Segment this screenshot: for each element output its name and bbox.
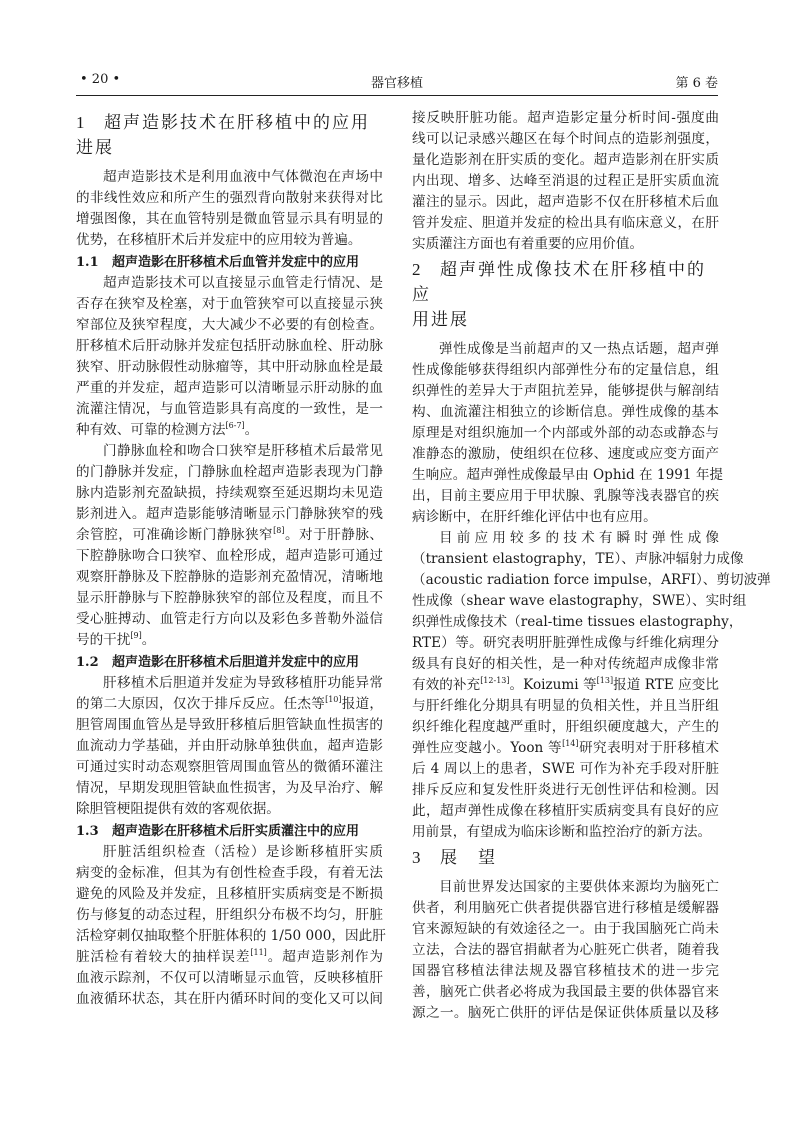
text-line bbox=[76, 947, 383, 968]
text-line bbox=[76, 504, 383, 525]
text-run: 下腔静脉吻合口狭窄、血栓形成，超声造影可通过 bbox=[76, 548, 383, 564]
text-run: 目前应用较多的技术有瞬时弹性成像 bbox=[439, 530, 719, 546]
text-run: 性成像（shear wave elastography，SWE）、实时组 bbox=[412, 593, 747, 609]
text-run: （acoustic radiation force impulse，ARFI）、剪切波弹 bbox=[412, 572, 771, 588]
text-run: 避免的风险及并发症，且移植肝实质病变是不断损 bbox=[76, 886, 383, 902]
text-run: 。 bbox=[141, 632, 156, 648]
text-line bbox=[412, 940, 719, 961]
text-run: 活检穿刺仅抽取整个肝脏体积的 1/50 000，因此肝 bbox=[76, 928, 386, 944]
citation-ref: [11] bbox=[250, 948, 267, 957]
text-run: 。Koizumi 等 bbox=[509, 677, 597, 693]
text-line bbox=[412, 192, 719, 213]
text-run: 号的干扰 bbox=[76, 632, 131, 648]
section-heading bbox=[76, 110, 383, 161]
text-line bbox=[76, 209, 383, 230]
text-line bbox=[412, 108, 719, 129]
text-run: 的非线性效应和所产生的强烈背向散射来获得对比 bbox=[76, 190, 383, 206]
text-line bbox=[76, 315, 383, 336]
header-rule bbox=[76, 95, 718, 96]
text-line bbox=[412, 675, 719, 696]
text-line bbox=[412, 822, 719, 843]
text-line bbox=[412, 1003, 719, 1024]
text-run: 脏活检有着较大的抽样误差 bbox=[76, 949, 251, 965]
text-run: 源之一。脑死亡供肝的评估是保证供体质量以及移 bbox=[412, 1005, 719, 1021]
section-heading-text: 超声造影技术在肝移植中的应用 bbox=[104, 113, 370, 133]
text-run: 受心脏搏动、血管走行方向以及彩色多普勒外溢信 bbox=[76, 611, 383, 627]
subsection-heading bbox=[76, 821, 383, 842]
text-run: 胆管周围血管丛是导致肝移植后胆管缺血性损害的 bbox=[76, 717, 383, 733]
text-line bbox=[76, 630, 383, 651]
text-line bbox=[76, 441, 383, 462]
text-run: 出，目前主要应用于甲状腺、乳腺等浅表器官的疾 bbox=[412, 488, 719, 504]
section-heading-text: 展 望 bbox=[440, 848, 497, 868]
text-line bbox=[76, 188, 383, 209]
text-run: 余管腔，可准确诊断门静脉狭窄 bbox=[76, 527, 274, 543]
text-run: 狭窄、肝动脉假性动脉瘤等，其中肝动脉血栓是最 bbox=[76, 359, 383, 375]
section-heading-text: 用进展 bbox=[412, 310, 469, 330]
text-run: 善，脑死亡供者必将成为我国最主要的供体器官来 bbox=[412, 984, 719, 1000]
text-run: 接反映肝脏功能。超声造影定量分析时间-强度曲 bbox=[412, 110, 719, 126]
text-run: 生响应。超声弹性成像最早由 Ophid 在 1991 年提 bbox=[412, 467, 724, 483]
text-run: 有效的补充 bbox=[412, 677, 481, 693]
text-line bbox=[76, 863, 383, 884]
subsection-heading bbox=[76, 252, 383, 273]
text-run: 实质灌注方面也有着重要的应用价值。 bbox=[412, 236, 644, 252]
text-run: 的第二大原因，仅次于排斥反应。任杰等 bbox=[76, 696, 326, 712]
text-line bbox=[412, 528, 719, 549]
text-run: 研究表明对于肝移植术 bbox=[578, 740, 720, 756]
text-line bbox=[412, 129, 719, 150]
section-number: 1 bbox=[76, 113, 85, 132]
text-line bbox=[412, 877, 719, 898]
text-line bbox=[412, 423, 719, 444]
text-run: 量化造影剂在肝实质的变化。超声造影剂在肝实质 bbox=[412, 152, 719, 168]
citation-ref: [6-7] bbox=[225, 421, 245, 430]
text-line bbox=[76, 842, 383, 863]
section-heading-line bbox=[412, 257, 719, 308]
text-line bbox=[76, 989, 383, 1010]
text-run: 报道， bbox=[341, 696, 384, 712]
text-run: 弹性应变越小。Yoon 等 bbox=[412, 740, 563, 756]
text-run: 脉内造影剂充盈缺损，持续观察至延迟期均未见造 bbox=[76, 485, 383, 501]
text-line bbox=[412, 919, 719, 940]
text-line bbox=[412, 339, 719, 360]
subsection-number: 1.1 bbox=[76, 255, 99, 270]
text-run: 血液示踪剂，不仅可以清晰显示血管，反映移植肝 bbox=[76, 970, 383, 986]
text-run: 增强图像，其在血管特别是微血管显示具有明显的 bbox=[76, 211, 383, 227]
text-line bbox=[76, 673, 383, 694]
text-run: 影剂进入。超声造影能够清晰显示门静脉狭窄的残 bbox=[76, 506, 383, 522]
text-line bbox=[412, 444, 719, 465]
page-number: • 20 • bbox=[80, 72, 121, 87]
subsection-heading bbox=[76, 652, 383, 673]
text-run: 的门静脉并发症，门静脉血栓超声造影表现为门静 bbox=[76, 464, 383, 480]
text-run: 超声造影技术是利用血液中气体微泡在声场中 bbox=[103, 169, 383, 185]
text-run: 排斥反应和复发性肝炎进行无创性评估和检测。因 bbox=[412, 782, 719, 798]
paragraph bbox=[76, 273, 383, 441]
text-line bbox=[412, 738, 719, 759]
text-run: 。超声造影剂作为 bbox=[266, 949, 384, 965]
text-line bbox=[76, 694, 383, 715]
text-run: 血液循环状态，其在肝内循环时间的变化又可以间 bbox=[76, 991, 383, 1007]
citation-ref: [10] bbox=[325, 695, 342, 704]
section-number: 2 bbox=[412, 260, 421, 279]
text-line bbox=[76, 420, 383, 441]
text-line bbox=[412, 507, 719, 528]
text-run: 织纤维化程度越严重时，肝组织硬度越大，产生的 bbox=[412, 719, 719, 735]
text-run: 门静脉血栓和吻合口狭窄是肝移植术后最常见 bbox=[103, 443, 383, 459]
text-line bbox=[412, 759, 719, 780]
text-run: 可通过实时动态观察胆管周围血管丛的微循环灌注 bbox=[76, 759, 383, 775]
subsection-number: 1.2 bbox=[76, 655, 99, 670]
section-heading-text: 进展 bbox=[76, 138, 114, 158]
text-line bbox=[76, 567, 383, 588]
text-line bbox=[76, 230, 383, 251]
text-run: 观察肝静脉及下腔静脉的造影剂充盈情况，清晰地 bbox=[76, 569, 383, 585]
text-line bbox=[412, 465, 724, 486]
text-line bbox=[76, 926, 386, 947]
text-line bbox=[412, 171, 719, 192]
text-line bbox=[76, 588, 383, 609]
text-line bbox=[76, 483, 383, 504]
text-run: 弹性成像是当前超声的又一热点话题，超声弹 bbox=[439, 341, 719, 357]
text-run: 灌注的显示。因此，超声造影不仅在肝移植术后血 bbox=[412, 194, 719, 210]
text-run: 构、血流灌注相独立的诊断信息。弹性成像的基本 bbox=[412, 404, 719, 420]
subsection-title: 超声造影在肝移植术后胆道并发症中的应用 bbox=[112, 655, 360, 670]
text-run: 性成像能够获得组织内部弹性分布的定量信息，组 bbox=[412, 362, 719, 378]
section-heading-line bbox=[412, 845, 719, 871]
text-line bbox=[412, 696, 719, 717]
paragraph bbox=[412, 528, 771, 843]
text-line bbox=[412, 234, 719, 255]
text-run: （transient elastography，TE）、声脉冲辐射力成像 bbox=[412, 551, 744, 567]
section-heading-line bbox=[76, 110, 383, 136]
volume-label: 第 6 卷 bbox=[675, 76, 718, 91]
text-line bbox=[412, 612, 743, 633]
text-run: 肝移植术后胆道并发症为导致移植肝功能异常 bbox=[103, 675, 383, 691]
text-line bbox=[76, 462, 383, 483]
text-line bbox=[412, 213, 719, 234]
text-line bbox=[412, 570, 771, 591]
paragraph bbox=[76, 441, 383, 651]
text-run: 准静态的激励，使组织在位移、速度或应变方面产 bbox=[412, 446, 719, 462]
text-run: 流灌注情况，与血管造影具有高度的一致性，是一 bbox=[76, 401, 383, 417]
citation-ref: [9] bbox=[130, 631, 142, 640]
subsection-title: 超声造影在肝移植术后肝实质灌注中的应用 bbox=[112, 824, 360, 839]
citation-ref: [14] bbox=[562, 739, 579, 748]
text-line bbox=[412, 150, 719, 171]
text-line bbox=[76, 378, 383, 399]
text-line bbox=[412, 402, 719, 423]
section-heading-text: 超声弹性成像技术在肝移植中的应 bbox=[412, 260, 706, 305]
text-run: 与肝纤维化分期具有明显的负相关性，并且当肝组 bbox=[412, 698, 719, 714]
citation-ref: [8] bbox=[273, 526, 285, 535]
text-line bbox=[76, 336, 383, 357]
text-run: 级具有良好的相关性，是一种对传统超声成像非常 bbox=[412, 656, 719, 672]
text-line bbox=[412, 381, 719, 402]
text-line bbox=[412, 801, 719, 822]
text-run: 种有效、可靠的检测方法 bbox=[76, 422, 226, 438]
text-line bbox=[76, 778, 383, 799]
text-line bbox=[76, 799, 383, 820]
text-run: 情况，早期发现胆管缺血性损害，为及早治疗、解 bbox=[76, 780, 383, 796]
text-line bbox=[412, 654, 719, 675]
text-run: 此，超声弹性成像在移植肝实质病变具有良好的应 bbox=[412, 803, 719, 819]
text-run: 严重的并发症，超声造影可以清晰显示肝动脉的血 bbox=[76, 380, 383, 396]
text-run: 血流动力学基础，并由肝动脉单独供血，超声造影 bbox=[76, 738, 383, 754]
text-line bbox=[412, 360, 719, 381]
text-line bbox=[76, 273, 383, 294]
text-run: 国器官移植法律法规及器官移植技术的进一步完 bbox=[412, 963, 719, 979]
paragraph bbox=[76, 842, 386, 1010]
text-run: 除胆管梗阻提供有效的客观依据。 bbox=[76, 801, 280, 817]
text-run: 超声造影技术可以直接显示血管走行情况、是 bbox=[103, 275, 383, 291]
section-heading-line bbox=[76, 136, 383, 161]
citation-ref: [12-13] bbox=[480, 676, 510, 685]
paragraph bbox=[412, 339, 724, 528]
section-number: 3 bbox=[412, 848, 421, 867]
text-run: 。对于肝静脉、 bbox=[284, 527, 384, 543]
section-heading-line bbox=[412, 308, 719, 333]
text-line bbox=[76, 167, 383, 188]
text-line bbox=[76, 546, 383, 567]
text-line bbox=[76, 357, 383, 378]
text-line bbox=[412, 591, 747, 612]
paragraph bbox=[76, 673, 383, 820]
subsection-title: 超声造影在肝移植术后血管并发症中的应用 bbox=[112, 255, 360, 270]
text-run: 供者，利用脑死亡供者提供器官进行移植是缓解器 bbox=[412, 900, 719, 916]
text-run: 管并发症、胆道并发症的检出具有临床意义，在肝 bbox=[412, 215, 719, 231]
text-line bbox=[412, 982, 719, 1003]
text-line bbox=[412, 717, 719, 738]
text-run: 内出现、增多、达峰至消退的过程正是肝实质血流 bbox=[412, 173, 719, 189]
text-line bbox=[76, 609, 383, 630]
text-line bbox=[412, 961, 719, 982]
text-run: 织弹性成像技术（real-time tissues elastography， bbox=[412, 614, 743, 630]
text-run: 官来源短缺的有效途径之一。由于我国脑死亡尚未 bbox=[412, 921, 719, 937]
text-line bbox=[412, 633, 719, 654]
text-run: 优势，在移植肝术后并发症中的应用较为普遍。 bbox=[76, 232, 362, 248]
text-line bbox=[76, 884, 383, 905]
journal-title: 器官移植 bbox=[370, 76, 423, 91]
paragraph bbox=[412, 108, 719, 255]
section-heading bbox=[412, 257, 719, 333]
text-line bbox=[76, 968, 383, 989]
text-run: 肝移植术后肝动脉并发症包括肝动脉血栓、肝动脉 bbox=[76, 338, 383, 354]
text-line bbox=[76, 294, 383, 315]
text-line bbox=[76, 736, 383, 757]
text-run: 原理是对组织施加一个内部或外部的动态或静态与 bbox=[412, 425, 719, 441]
text-run: 用前景，有望成为临床诊断和监控治疗的新方法。 bbox=[412, 824, 712, 840]
text-run: 线可以记录感兴趣区在每个时间点的造影剂强度， bbox=[412, 131, 719, 147]
text-run: 报道 RTE 应变比 bbox=[613, 677, 719, 693]
text-run: 窄部位及狭窄程度，大大减少不必要的有创检查。 bbox=[76, 317, 383, 333]
subsection-number: 1.3 bbox=[76, 824, 99, 839]
text-line bbox=[76, 525, 383, 546]
section-heading bbox=[412, 845, 719, 871]
text-line bbox=[76, 757, 383, 778]
text-line bbox=[412, 486, 719, 507]
text-run: 否存在狭窄及栓塞，对于血管狭窄可以直接显示狭 bbox=[76, 296, 383, 312]
text-run: RTE）等。研究表明肝脏弹性成像与纤维化病理分 bbox=[412, 635, 719, 651]
paragraph bbox=[76, 167, 383, 251]
text-line bbox=[412, 549, 744, 570]
text-run: 织弹性的差异大于声阻抗差异，能够提供与解剖结 bbox=[412, 383, 719, 399]
running-header bbox=[76, 70, 718, 94]
text-run: 目前世界发达国家的主要供体来源均为脑死亡 bbox=[439, 879, 719, 895]
paragraph bbox=[412, 877, 719, 1024]
text-run: 病变的金标准，但其为有创性检查手段，有着无法 bbox=[76, 865, 383, 881]
text-line bbox=[76, 399, 383, 420]
text-line bbox=[412, 898, 719, 919]
text-run: 显示肝静脉与下腔静脉狭窄的部位及程度，而且不 bbox=[76, 590, 383, 606]
text-run: 后 4 周以上的患者，SWE 可作为补充手段对肝脏 bbox=[412, 761, 719, 777]
text-line bbox=[76, 905, 383, 926]
text-line bbox=[412, 780, 719, 801]
text-run: 肝脏活组织检查（活检）是诊断移植肝实质 bbox=[103, 844, 383, 860]
right-column bbox=[412, 108, 771, 1024]
text-run: 立法，合法的器官捐献者为心脏死亡供者，随着我 bbox=[412, 942, 719, 958]
text-line bbox=[76, 715, 383, 736]
citation-ref: [13] bbox=[596, 676, 614, 685]
text-run: 伤与修复的动态过程，肝组织分布极不均匀，肝脏 bbox=[76, 907, 383, 923]
text-run: 病诊断中，在肝纤维化评估中也有应用。 bbox=[412, 509, 657, 525]
text-run: 。 bbox=[244, 422, 259, 438]
left-column bbox=[76, 108, 386, 1010]
